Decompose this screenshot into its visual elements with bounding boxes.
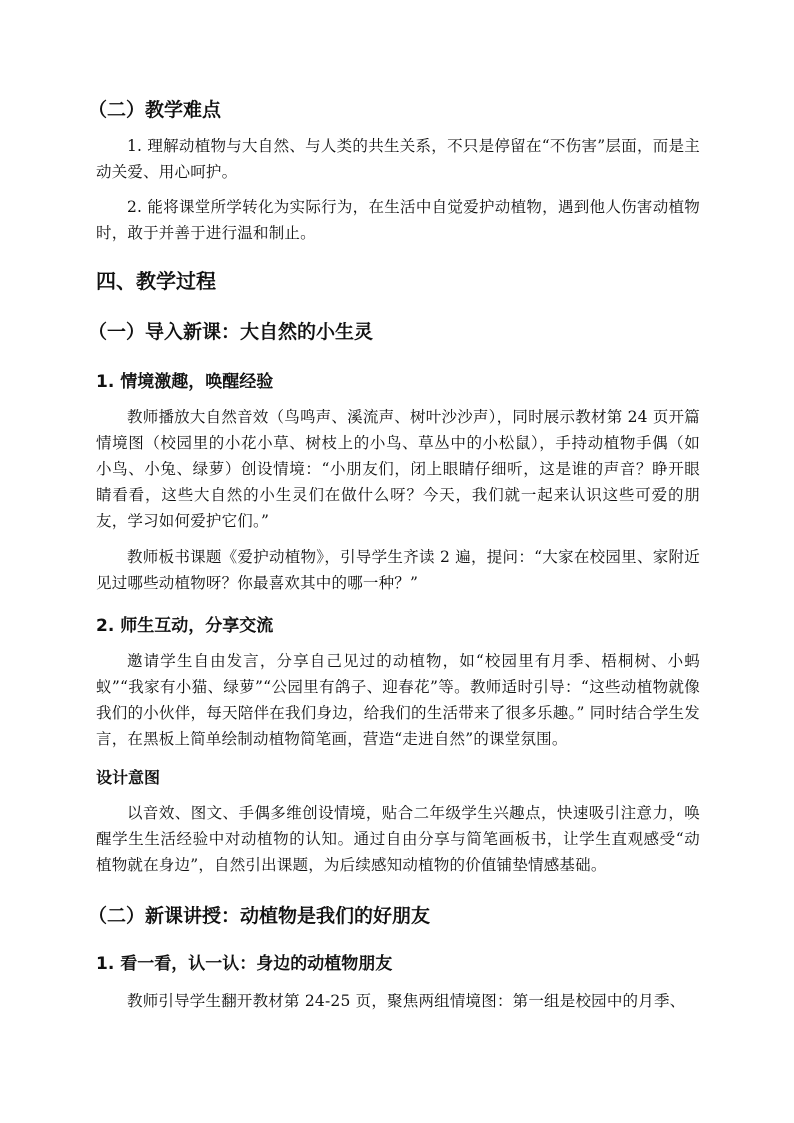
difficulty-item-text: 2. 能将课堂所学转化为实际行为，在生活中自觉爱护动植物，遇到他人伤害动植物时，敢于并善于进行温和制止。 (96, 198, 700, 242)
difficulty-item-text: 1. 理解动植物与大自然、与人类的共生关系，不只是停留在“不伤害”层面，而是主动关爱、用心呵护。 (96, 137, 700, 181)
part1-step1-heading: 1. 情境激趣，唤醒经验 (96, 372, 274, 392)
paragraph: 教师板书课题《爱护动植物》，引导学生齐读 2 遍，提问：“大家在校园里、家附近见过哪些动植物呀？你最喜欢其中的哪一种？” (96, 548, 700, 592)
part1-heading: （一）导入新课：大自然的小生灵 (88, 321, 374, 343)
difficulty-item-1 (96, 133, 700, 185)
difficulty-item-2 (96, 194, 700, 246)
difficulty-heading: （二）教学难点 (88, 99, 222, 121)
part2-step1-heading-block (96, 952, 700, 976)
section-process (96, 268, 700, 294)
part2-heading: （二）新课讲授：动植物是我们的好朋友 (88, 905, 431, 927)
part1-heading-block (88, 320, 700, 344)
part1-step1-heading-block (96, 370, 700, 394)
paragraph: 教师播放大自然音效（鸟鸣声、溪流声、树叶沙沙声），同时展示教材第 24 页开篇情境图（校园里的小花小草、树枝上的小鸟、草丛中的小松鼠），手持动植物手偶（如小鸟、小兔、绿萝）创设情境：“小朋友们，闭上眼睛仔细听，这是谁的声音？睁开眼睛看看，这些大自然的小生灵们在做什么呀？今天，我们就一起来认识这些可爱的朋友，学习如何爱护它们。” (96, 408, 700, 530)
part1-step1-paragraph-1 (96, 404, 700, 534)
section-difficulty (88, 98, 700, 122)
part2-heading-block (88, 904, 700, 928)
part1-step1-paragraph-2 (96, 544, 700, 596)
part2-step1-paragraph-1 (96, 988, 700, 1014)
part1-step2-heading-block (96, 614, 700, 638)
design-intent-heading-block (96, 766, 700, 790)
part1-step2-heading: 2. 师生互动，分享交流 (96, 616, 274, 636)
part1-step2-paragraph-1 (96, 648, 700, 752)
paragraph: 以音效、图文、手偶多维创设情境，贴合二年级学生兴趣点，快速吸引注意力，唤醒学生生活经验中对动植物的认知。通过自由分享与简笔画板书，让学生直观感受“动植物就在身边”，自然引出课题，为后续感知动植物的价值铺垫情感基础。 (96, 804, 700, 874)
process-heading: 四、教学过程 (96, 269, 216, 293)
paragraph: 教师引导学生翻开教材第 24-25 页，聚焦两组情境图：第一组是校园中的月季、 (127, 992, 686, 1010)
design-intent-paragraph (96, 800, 700, 878)
part2-step1-heading: 1. 看一看，认一认：身边的动植物朋友 (96, 954, 393, 974)
design-intent-heading: 设计意图 (96, 768, 161, 787)
paragraph: 邀请学生自由发言，分享自己见过的动植物，如“校园里有月季、梧桐树、小蚂蚁”“我家有小猫、绿萝”“公园里有鸽子、迎春花”等。教师适时引导：“这些动植物就像我们的小伙伴，每天陪伴在我们身边，给我们的生活带来了很多乐趣。” 同时结合学生发言，在黑板上简单绘制动植物简笔画，营造“走进自然”的课堂氛围。 (96, 652, 700, 748)
